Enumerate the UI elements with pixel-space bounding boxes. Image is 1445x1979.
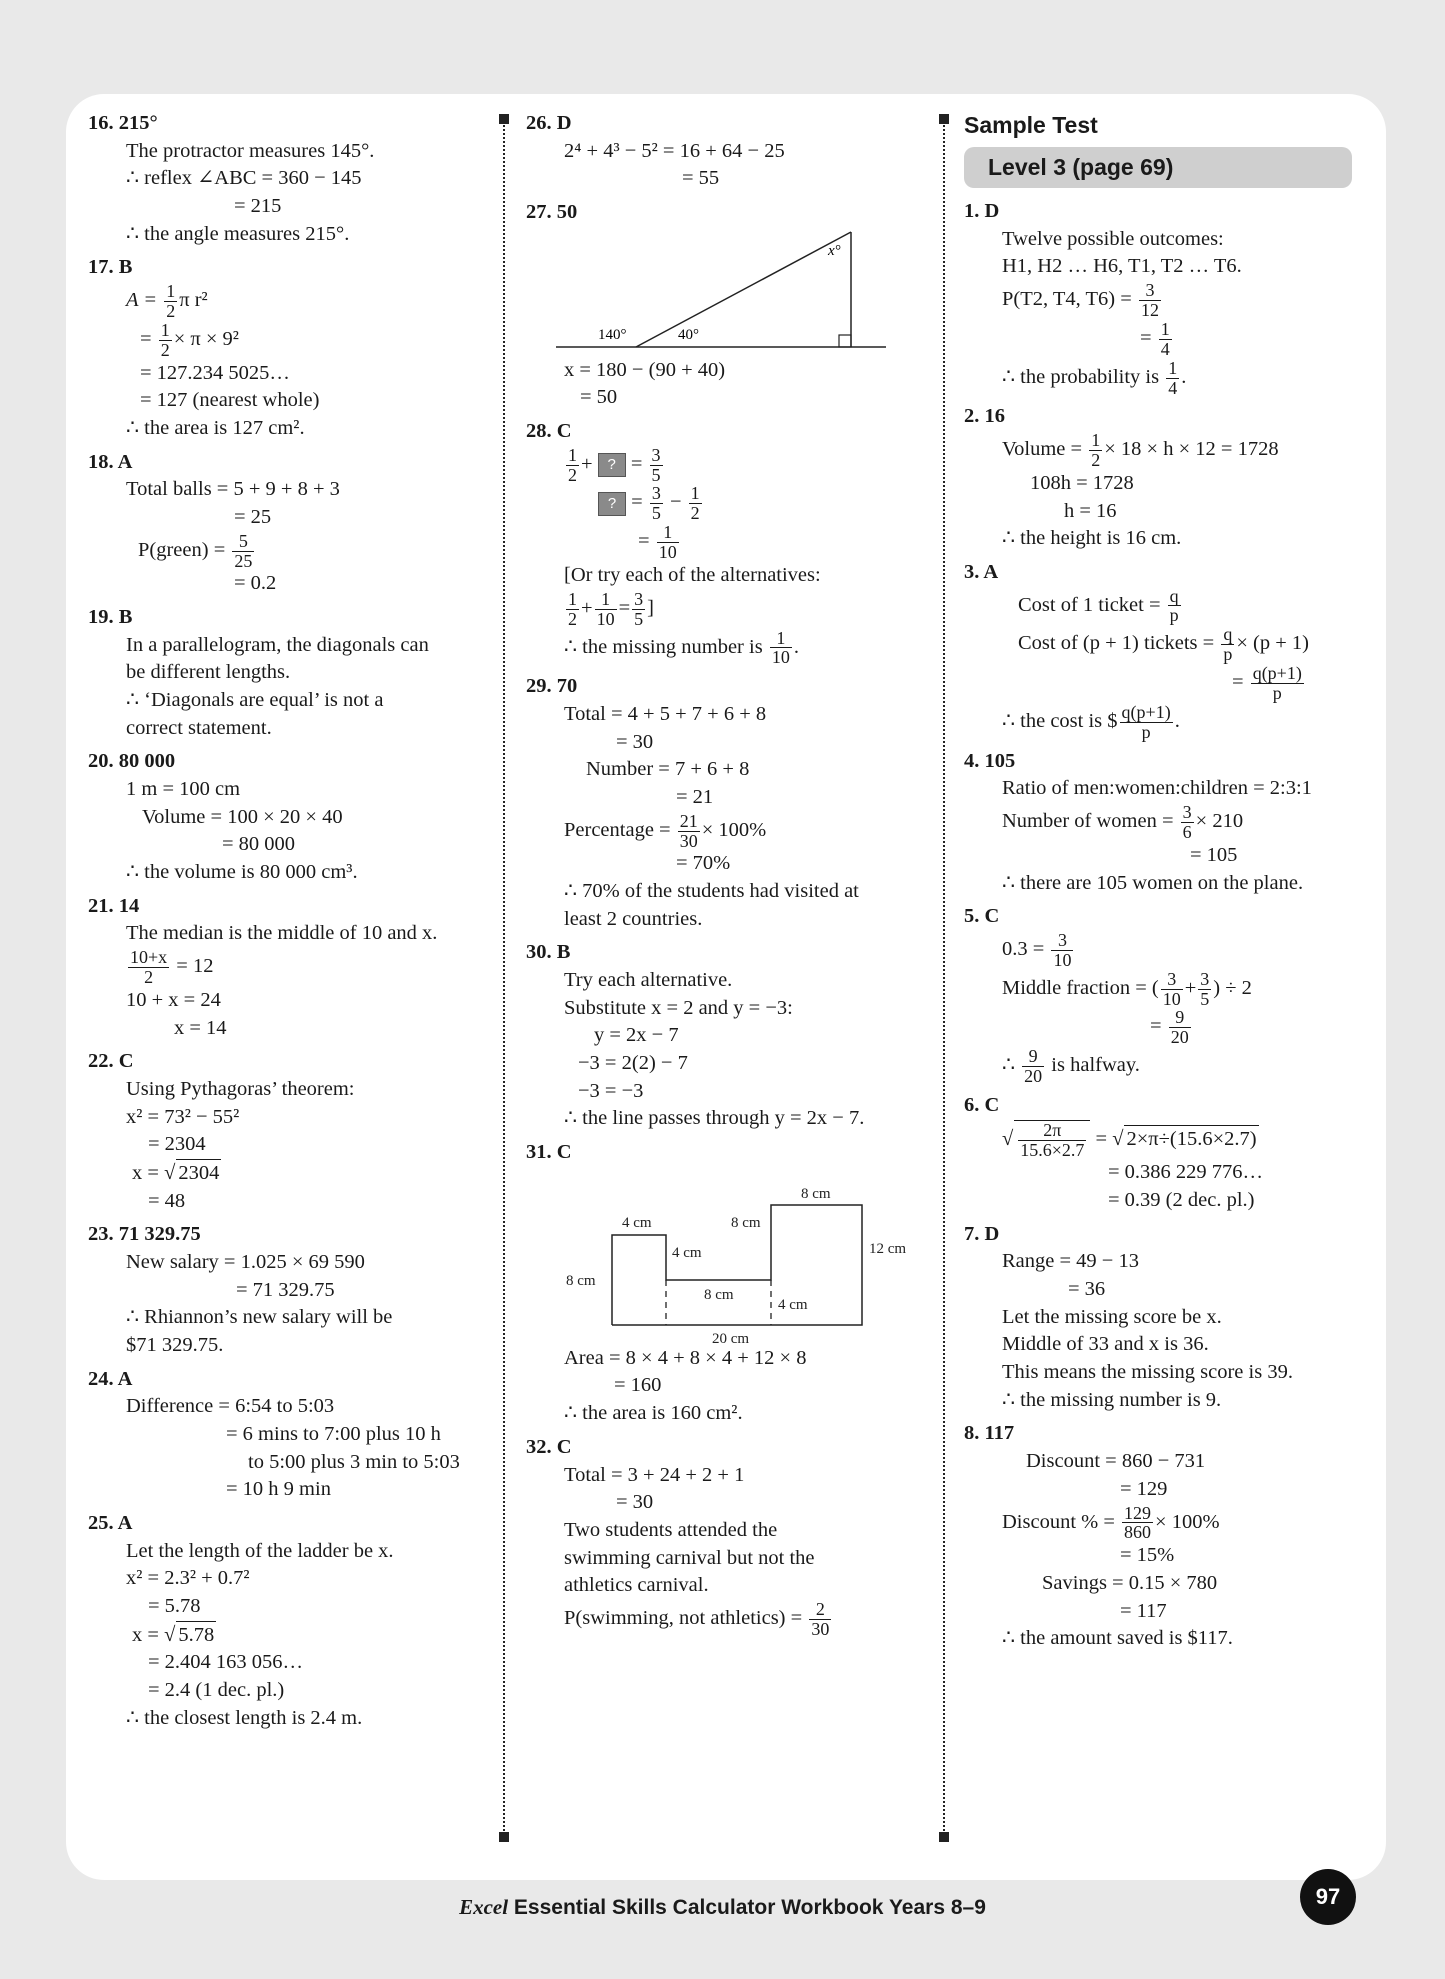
dim-12cm: 12 cm	[869, 1240, 907, 1257]
level-banner: Level 3 (page 69)	[964, 147, 1352, 188]
answers-column-1	[88, 110, 498, 1738]
fraction: $\frac{1}{2}$	[166, 281, 176, 321]
answer-27: 27. 50 x° 140° 40° x = 180 − (90 + 40) = 50	[526, 199, 936, 412]
answer-23: 23. 71 329.75 New salary = 1.025 × 69 590 = 71 329.75 ∴ Rhiannon’s new salary will be $71 329.75.	[88, 1221, 498, 1359]
answer-heading: 21. 14	[88, 894, 140, 917]
answer-heading: 8. 117	[964, 1422, 1015, 1445]
fraction: $\frac{q(p+1)}{p}$	[1252, 663, 1302, 704]
fraction: $\frac{5}{25}$	[234, 530, 253, 571]
missing-number-box: ?	[598, 453, 626, 477]
triangle-figure	[526, 217, 926, 357]
answer-heading: 24. A	[88, 1367, 133, 1390]
fraction: $\frac{3}{12}$	[1140, 280, 1159, 320]
angle-label-140: 140°	[598, 326, 627, 343]
answer-17: 17. B A = $\frac{1}{2}$ π r² = $\frac{1}{2}$ × π × 9² = 127.234 5025… = 127 (nearest whole) ∴ the area is 127 cm².	[88, 254, 498, 442]
fraction: $\frac{1}{2}$	[568, 588, 577, 629]
dim-8cm-b: 8 cm	[731, 1214, 761, 1231]
answer-s5: 5. C 0.3 = $\frac{3}{10}$ Middle fraction = ( $\frac{3}{10}$ + $\frac{3}{5}$ ) ÷ 2 = $\frac{9}{20}$ ∴ $\frac{9}{20}$ is halfway.	[964, 903, 1374, 1086]
fraction: $\frac{21}{30}$	[679, 810, 698, 851]
fraction: $\frac{1}{4}$	[1160, 318, 1170, 359]
square-root: 2304	[176, 1159, 221, 1188]
answer-29: 29. 70 Total = 4 + 5 + 7 + 6 + 8 = 30 Number = 7 + 6 + 8 = 21 Percentage = $\frac{21}{30}$ × 100% = 70% ∴ 70% of the students had visited at least 2 countries.	[526, 673, 936, 933]
dim-8cm-left: 8 cm	[566, 1272, 596, 1289]
answer-s1: 1. D Twelve possible outcomes: H1, H2 … H6, T1, T2 … T6. P(T2, T4, T6) = $\frac{3}{12}$ = $\frac{1}{4}$ ∴ the probability is $\frac{1}{4}$ .	[964, 198, 1374, 397]
answer-s6: 6. C √ $\frac{2\pi}{15.6\times 2.7}$ = √ 2×π÷(15.6×2.7) = 0.386 229 776… = 0.39 (2 dec. pl.)	[964, 1092, 1374, 1215]
answer-heading: 7. D	[964, 1222, 1000, 1245]
fraction: $\frac{1}{10}$	[771, 627, 790, 668]
fraction: $\frac{3}{5}$	[651, 444, 661, 485]
fraction: $\frac{10+x}{2}$	[130, 947, 168, 988]
answer-s2: 2. 16 Volume = $\frac{1}{2}$ × 18 × h × 12 = 1728 108h = 1728 h = 16 ∴ the height is 16 cm.	[964, 403, 1374, 552]
fraction: $\frac{3}{5}$	[1200, 968, 1210, 1009]
composite-shape-figure	[526, 1145, 926, 1345]
fraction: $\frac{3}{10}$	[1162, 968, 1181, 1009]
answer-heading: 17. B	[88, 256, 133, 279]
fraction: $\frac{1}{2}$	[160, 319, 170, 360]
dim-4cm-b: 4 cm	[672, 1244, 702, 1261]
page-number: 97	[1300, 1869, 1356, 1925]
answer-heading: 4. 105	[964, 749, 1016, 772]
square-root	[1014, 1120, 1090, 1160]
fraction: $\frac{3}{5}$	[634, 588, 644, 629]
fraction: $\frac{2}{30}$	[811, 1598, 830, 1639]
missing-number-box: ?	[598, 492, 626, 516]
dim-20cm: 20 cm	[712, 1330, 750, 1345]
answer-heading: 31. C	[526, 1141, 572, 1164]
answer-heading: 26. D	[526, 112, 572, 134]
answer-s3: 3. A Cost of 1 ticket = $\frac{q}{p}$ Cost of (p + 1) tickets = $\frac{q}{p}$ × (p + 1) = $\frac{q(p+1)}{p}$ ∴ the cost is $ $\frac{q(p+1)}{p}$ .	[964, 559, 1374, 742]
answer-heading: 18. A	[88, 450, 133, 473]
answer-heading: 1. D	[964, 200, 1000, 223]
answer-21: 21. 14 The median is the middle of 10 and x. $\frac{10+x}{2}$ = 12 10 + x = 24 x = 14	[88, 893, 498, 1042]
answer-22: 22. C Using Pythagoras’ theorem: x² = 73² − 55² = 2304 x = √ 2304 = 48	[88, 1048, 498, 1215]
answer-heading: 6. C	[964, 1093, 1000, 1116]
answer-24: 24. A Difference = 6:54 to 5:03 = 6 mins to 7:00 plus 10 h to 5:00 plus 3 min to 5:03 = 10 h 9 min	[88, 1366, 498, 1504]
book-title: Essential Skills Calculator Workbook Years 8–9	[508, 1896, 986, 1919]
column-divider	[503, 118, 505, 1838]
answer-30: 30. B Try each alternative. Substitute x = 2 and y = −3: y = 2x − 7 −3 = 2(2) − 7 −3 = −3 ∴ the line passes through y = 2x − 7.	[526, 939, 936, 1133]
answer-heading: 29. 70	[526, 675, 578, 698]
answers-column-3	[964, 110, 1374, 1659]
brand-name: Excel	[459, 1895, 509, 1919]
dim-8cm-mid: 8 cm	[704, 1286, 734, 1303]
fraction: $\frac{q(p+1)}{p}$	[1121, 701, 1171, 742]
answer-heading: 5. C	[964, 905, 1000, 928]
answer-heading: 16. 215°	[88, 112, 158, 134]
answer-heading: 20. 80 000	[88, 750, 176, 773]
answer-heading: 25. A	[88, 1512, 133, 1535]
answers-column-2	[526, 110, 936, 1645]
dim-4cm-a: 4 cm	[622, 1214, 652, 1231]
answer-18: 18. A Total balls = 5 + 9 + 8 + 3 = 25 P(green) = $\frac{5}{25}$ = 0.2	[88, 449, 498, 598]
answer-heading: 28. C	[526, 420, 572, 443]
fraction: $\frac{9}{20}$	[1170, 1007, 1189, 1048]
fraction: $\frac{1}{10}$	[596, 588, 615, 629]
answer-19: 19. B In a parallelogram, the diagonals can be different lengths. ∴ ‘Diagonals are equal’ is not a correct statement.	[88, 604, 498, 742]
fraction: $\frac{1}{2}$	[568, 444, 577, 485]
fraction: $\frac{3}{6}$	[1182, 802, 1192, 842]
fraction: $\frac{q}{p}$	[1169, 585, 1179, 626]
fraction: $\frac{2\pi}{15.6\times 2.7}$	[1020, 1119, 1085, 1160]
fraction: $\frac{9}{20}$	[1024, 1046, 1043, 1087]
answer-heading: 30. B	[526, 941, 571, 964]
answer-s8: 8. 117 Discount = 860 − 731 = 129 Discount % = $\frac{129}{860}$ × 100% = 15% Savings = 0.15 × 780 = 117 ∴ the amount saved is $117.	[964, 1420, 1374, 1652]
answer-heading: 3. A	[964, 560, 999, 583]
answer-s7: 7. D Range = 49 − 13 = 36 Let the missing score be x. Middle of 33 and x is 36. This means the missing score is 39. ∴ the missing number is 9.	[964, 1221, 1374, 1415]
fraction: $\frac{3}{10}$	[1053, 929, 1072, 970]
footer-title	[0, 1895, 1445, 1920]
square-root: 2×π÷(15.6×2.7)	[1124, 1125, 1258, 1154]
dim-4cm-c: 4 cm	[778, 1296, 808, 1313]
fraction: $\frac{1}{4}$	[1168, 357, 1178, 398]
column-divider	[943, 118, 945, 1838]
answer-heading: 19. B	[88, 606, 133, 629]
answer-16: 16. 215° The protractor measures 145°. ∴ reflex ∠ABC = 360 − 145 = 215 ∴ the angle measures 215°.	[88, 110, 498, 248]
answer-heading: 2. 16	[964, 405, 1005, 428]
fraction: $\frac{129}{860}$	[1124, 1502, 1152, 1543]
answer-20: 20. 80 000 1 m = 100 cm Volume = 100 × 20 × 40 = 80 000 ∴ the volume is 80 000 cm³.	[88, 748, 498, 886]
fraction: $\frac{1}{2}$	[1091, 430, 1101, 471]
answer-heading: 27. 50	[526, 201, 578, 224]
answer-heading: 22. C	[88, 1050, 134, 1073]
answer-28: 28. C $\frac{1}{2}$ + ? = $\frac{3}{5}$ ? = $\frac{3}{5}$ − $\frac{1}{2}$ = $\frac{1}{10}$ [Or try each of the alternatives: $\frac{1}{2}$ + $\frac{1}{10}$ = $\frac{3}{5}$ ] ∴ the missing number is $\frac{1}{10}$ .	[526, 418, 936, 667]
fraction: $\frac{3}{5}$	[651, 483, 661, 524]
answer-31: 31. C 8 cm 4 cm 8 cm 4 cm 12 cm 8 cm 8 cm 4 cm 20 cm Area = 8 × 4 + 8 × 4 + 12 × 8 = 160 ∴ the area is 160 cm².	[526, 1139, 936, 1428]
answer-26: 26. D 2⁴ + 4³ − 5² = 16 + 64 − 25 = 55	[526, 110, 936, 193]
answer-heading: 23. 71 329.75	[88, 1223, 201, 1246]
dim-8cm-top: 8 cm	[801, 1185, 831, 1202]
answer-25: 25. A Let the length of the ladder be x. x² = 2.3² + 0.7² = 5.78 x = √ 5.78 = 2.404 163 056… = 2.4 (1 dec. pl.) ∴ the closest length is 2.4 m.	[88, 1510, 498, 1732]
answer-32: 32. C Total = 3 + 24 + 2 + 1 = 30 Two students attended the swimming carnival but not the athletics carnival. P(swimming, not athletics) = $\frac{2}{30}$	[526, 1434, 936, 1639]
fraction: $\frac{1}{10}$	[658, 522, 677, 563]
fraction: $\frac{1}{2}$	[690, 483, 700, 524]
answer-heading: 32. C	[526, 1435, 572, 1458]
angle-label-40: 40°	[678, 326, 699, 343]
square-root: 5.78	[176, 1621, 216, 1650]
angle-label-x: x°	[828, 242, 841, 259]
section-title: Sample Test	[964, 112, 1098, 138]
fraction: $\frac{q}{p}$	[1223, 624, 1233, 665]
answer-s4: 4. 105 Ratio of men:women:children = 2:3:1 Number of women = $\frac{3}{6}$ × 210 = 105 ∴ there are 105 women on the plane.	[964, 748, 1374, 897]
